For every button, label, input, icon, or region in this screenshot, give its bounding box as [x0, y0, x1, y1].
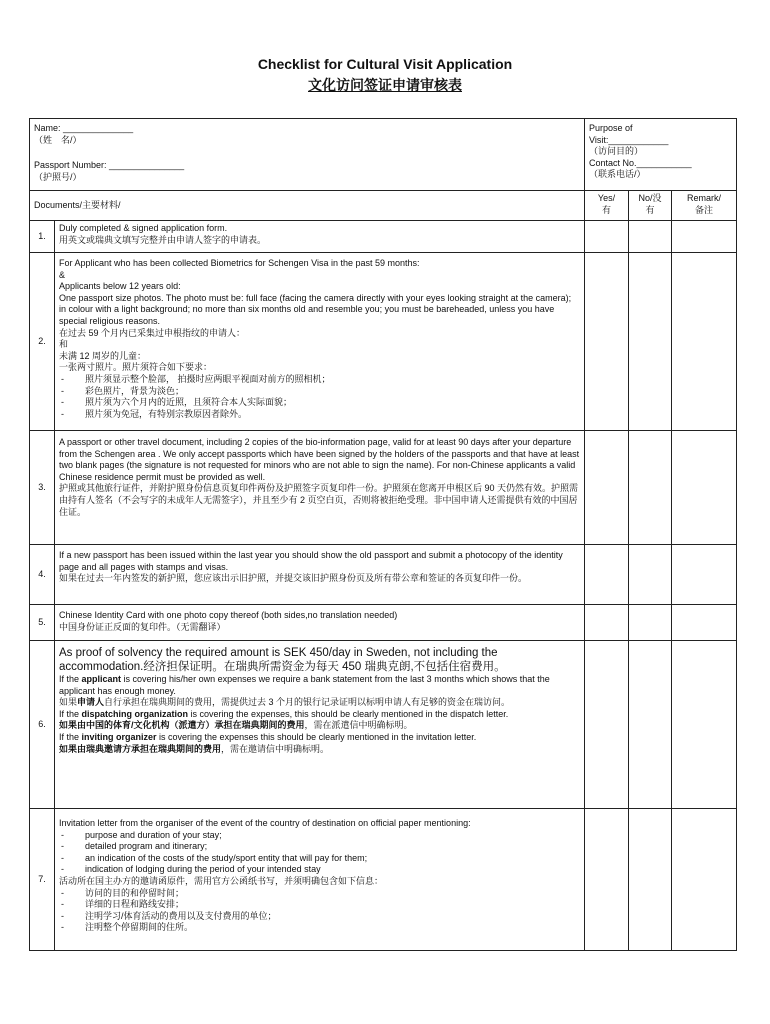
checklist-table — [29, 118, 737, 951]
list-item: - detailed program and itinerary; — [59, 841, 580, 853]
list-item: - 照片须为免冠，有特别宗教原因者除外。 — [59, 409, 580, 421]
checklist-row — [30, 545, 737, 605]
item-number: 3. — [30, 431, 55, 545]
list-item: - 注明整个停留期间的住所。 — [59, 922, 580, 934]
item-description: Duly completed & signed application form. 用英文或瑞典文填写完整并由申请人签字的申请表。 — [55, 221, 585, 253]
item-description: Invitation letter from the organiser of the event of the country of destination on official paper mentioning: - purpose and duration of your stay; - detailed program and itinerary; - an indication of the costs of the study/sport entity that will pay for them; - indication of lodging during the period of your intended stay 活动所在国主办方的邀请函原件，需用官方公函纸书写，并须明确包含如下信息： - 访问的目的和停留时间； - 详细的日程和路线安排； - 注明学习/体育活动的费用以及支付费用的单位； - 注明整个停留期间的住所。 — [55, 809, 585, 951]
yes-checkbox-cell[interactable] — [585, 641, 629, 809]
list-item: - 彩色照片，背景为淡色； — [59, 386, 580, 398]
applicant-info-cell — [30, 119, 585, 191]
checklist-row — [30, 221, 737, 253]
documents-header: Documents/主要材料/ — [30, 191, 585, 221]
list-item: - 访问的目的和停留时间； — [59, 888, 580, 900]
purpose-label: Purpose of — [589, 123, 633, 133]
column-header-row — [30, 191, 737, 221]
yes-checkbox-cell[interactable] — [585, 605, 629, 641]
visit-info-cell — [585, 119, 737, 191]
item-number: 2. — [30, 253, 55, 431]
checklist-row — [30, 253, 737, 431]
checklist-row — [30, 605, 737, 641]
remark-cell[interactable] — [672, 221, 737, 253]
item-number: 1. — [30, 221, 55, 253]
document-title: Checklist for Cultural Visit Application — [257, 56, 513, 72]
checklist-row — [30, 641, 737, 809]
list-item: - 照片须为六个月内的近照，且须符合本人实际面貌； — [59, 397, 580, 409]
no-checkbox-cell[interactable] — [629, 221, 672, 253]
remark-header: Remark/ 备注 — [672, 191, 737, 221]
list-item: - purpose and duration of your stay; — [59, 830, 580, 842]
yes-checkbox-cell[interactable] — [585, 809, 629, 951]
applicant-info-row — [30, 119, 737, 191]
purpose-of-visit-field[interactable]: Visit:____________ — [589, 134, 669, 145]
yes-checkbox-cell[interactable] — [585, 545, 629, 605]
yes-header: Yes/ 有 — [585, 191, 629, 221]
document-title-chinese: 文化访问签证申请审核表 — [308, 77, 462, 93]
yes-checkbox-cell[interactable] — [585, 431, 629, 545]
contact-label-chinese: （联系电话/） — [589, 169, 646, 180]
passport-number-field[interactable]: Passport Number: _______________ — [34, 160, 185, 171]
yes-checkbox-cell[interactable] — [585, 253, 629, 431]
name-field[interactable]: Name: ______________ — [34, 123, 134, 133]
item-number: 7. — [30, 809, 55, 951]
list-item: - 注明学习/体育活动的费用以及支付费用的单位； — [59, 911, 580, 923]
checklist-row — [30, 431, 737, 545]
remark-cell[interactable] — [672, 253, 737, 431]
name-label-chinese: （姓 名/） — [34, 134, 82, 145]
list-item: - an indication of the costs of the study/sport entity that will pay for them; — [59, 853, 580, 865]
passport-label-chinese: （护照号/） — [34, 171, 82, 182]
item-number: 4. — [30, 545, 55, 605]
item-description: For Applicant who has been collected Biometrics for Schengen Visa in the past 59 months: & Applicants below 12 years old: One passport size photos. The photo must be: full face (facing the camera directly with your eyes looking straight at the camera); in colour with a light background; no more than six months old and resemble you; you must be bareheaded, unless you have special religious reasons. 在过去 59 个月内已采集过申根指纹的申请人： 和 未满 12 周岁的儿童： 一张两寸照片。照片须符合如下要求： - 照片须显示整个脸部， 拍摄时应两眼平视面对前方的照相机； - 彩色照片，背景为淡色； - 照片须为六个月内的近照，且须符合本人实际面貌； - 照片须为免冠，有特别宗教原因者除外。 — [55, 253, 585, 431]
checklist-row — [30, 809, 737, 951]
contact-number-field[interactable]: Contact No.___________ — [589, 157, 692, 168]
item-description: If a new passport has been issued within the last year you should show the old passport and submit a photocopy of the identity page and all pages with stamps and visas. 如果在过去一年内签发的新护照，您应该出示旧护照，并提交该旧护照身份页及所有带公章和签证的各页复印件一份。 — [55, 545, 585, 605]
purpose-label-chinese: （访问目的） — [589, 146, 644, 157]
no-checkbox-cell[interactable] — [629, 545, 672, 605]
item-description: Chinese Identity Card with one photo copy thereof (both sides,no translation needed) 中国身份证正反面的复印件。（无需翻译） — [55, 605, 585, 641]
list-item: - 照片须显示整个脸部， 拍摄时应两眼平视面对前方的照相机； — [59, 374, 580, 386]
no-checkbox-cell[interactable] — [629, 431, 672, 545]
no-checkbox-cell[interactable] — [629, 605, 672, 641]
item-number: 5. — [30, 605, 55, 641]
yes-checkbox-cell[interactable] — [585, 221, 629, 253]
item-number: 6. — [30, 641, 55, 809]
no-checkbox-cell[interactable] — [629, 809, 672, 951]
no-checkbox-cell[interactable] — [629, 641, 672, 809]
remark-cell[interactable] — [672, 431, 737, 545]
list-item: - 详细的日程和路线安排； — [59, 899, 580, 911]
item-description: A passport or other travel document, including 2 copies of the bio-information page, valid for at least 90 days after your departure from the Schengen area . We only accept passports which have been signed by the holders of the passports and that have at least two blank pages (the signature is not requested for minors who are not able to sign the name). For non-Chinese applicants a valid Chinese residence permit must be provided as well. 护照或其他旅行证件，并附护照身份信息页复印件两份及护照签字页复印件一份。护照须在您离开申根区后 90 天仍然有效。护照需由持有人签名（不会写字的未成年人无需签字），并且至少有 2 页空白页，否则将被拒绝受理。非中国申请人还需提供有效的中国居住证。 — [55, 431, 585, 545]
list-item: - indication of lodging during the period of your intended stay — [59, 864, 580, 876]
item-description: As proof of solvency the required amount is SEK 450/day in Sweden, not including the accommodation.经济担保证明。在瑞典所需资金为每天 450 瑞典克朗,不包括住宿费用。 If the applicant is covering his/her own expenses we require a bank statement from the last 3 months which shows that the applicant has enough money. 如果申请人自行承担在瑞典期间的费用，需提供过去 3 个月的银行记录证明以标明申请人有足够的资金在瑞访问。 If the dispatching organization is covering the expenses, this should be clearly mentioned in the dispatch letter. 如果由中国的体育/文化机构（派遣方）承担在瑞典期间的费用，需在派遣信中明确标明。 If the inviting organizer is covering the expenses this should be clearly mentioned in the invitation letter. 如果由瑞典邀请方承担在瑞典期间的费用，需在邀请信中明确标明。 — [55, 641, 585, 809]
no-header: No/没 有 — [629, 191, 672, 221]
no-checkbox-cell[interactable] — [629, 253, 672, 431]
remark-cell[interactable] — [672, 605, 737, 641]
remark-cell[interactable] — [672, 809, 737, 951]
remark-cell[interactable] — [672, 641, 737, 809]
remark-cell[interactable] — [672, 545, 737, 605]
